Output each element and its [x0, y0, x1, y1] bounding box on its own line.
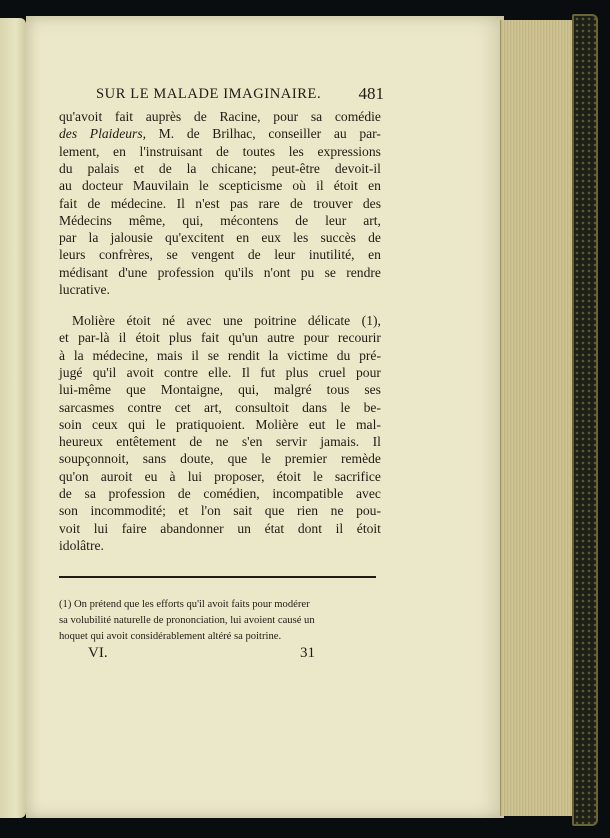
text-line: voit lui faire abandonner un état dont il étoit — [59, 520, 381, 536]
text-line: heureux entêtement de ne s'en servir jamais. Il — [59, 434, 381, 450]
text-line: du palais et de la chicane; peut-être devoit-il — [59, 160, 381, 176]
text-line: sarcasmes contre cet art, consultoit dans le be- — [59, 399, 381, 415]
running-title: SUR LE MALADE IMAGINAIRE. — [96, 86, 322, 102]
text-line: leurs confrères, se vengent de leur inutilité, en — [59, 247, 381, 263]
text-line: qu'on auroit eu à lui proposer, étoit le sacrifice — [59, 468, 381, 484]
text-line: qu'avoit fait auprès de Racine, pour sa comédie — [59, 109, 381, 124]
text-line: au docteur Mauvilain le scepticisme où il étoit en — [59, 178, 381, 194]
page-header — [92, 86, 384, 108]
footnote-line: hoquet qui avoit considérablement altéré sa poitrine. — [59, 631, 282, 642]
text-line: Médecins même, qui, mécontens de leur art, — [59, 212, 381, 228]
text-line: fait de médecine. Il n'est pas rare de trouver des — [59, 195, 381, 211]
book-cover-spine — [572, 14, 598, 826]
text-line: jugé qu'il avoit contre elle. Il fut plus cruel pour — [59, 364, 381, 380]
text-line: son incommodité; et l'on sait que rien ne pou- — [59, 503, 381, 519]
footnote-line: sa volubilité naturelle de prononciation, lui avoient causé un — [59, 615, 315, 626]
footnote-line: (1) On prétend que les efforts qu'il avoit faits pour modérer — [59, 599, 310, 610]
text-line: des Plaideurs, M. de Brilhac, conseiller au par- — [59, 126, 381, 142]
text-line: soupçonnoit, sans doute, que le premier remède — [59, 451, 381, 467]
page-number: 481 — [358, 84, 384, 103]
text-line: médisant d'une profession qu'ils n'ont pu se rendre — [59, 264, 381, 280]
text-line: de sa profession de comédien, incompatible avec — [59, 486, 381, 501]
text-line: idolâtre. — [59, 537, 104, 553]
signature-number: 31 — [300, 645, 315, 661]
text-line: lui-même que Montaigne, qui, malgré tous ses — [59, 382, 381, 398]
text-line: lement, en l'instruisant de toutes les expressions — [59, 143, 381, 159]
signature-mark: VI. — [88, 645, 108, 661]
footnote-rule — [59, 576, 376, 578]
page-block-edge — [500, 20, 575, 816]
text-line: à la médecine, mais il se rendit la victime du pré- — [59, 347, 381, 363]
facing-page-edge — [0, 18, 26, 818]
text-line: et par-là il étoit plus fait qu'un autre pour recourir — [59, 330, 381, 346]
text-line: Molière étoit né avec une poitrine délicate (1), — [72, 313, 381, 328]
text-line: soin ceux qui le pratiquoient. Molière eut le mal- — [59, 416, 381, 432]
text-line: lucrative. — [59, 282, 110, 297]
text-line: par la jalousie qu'excitent en eux les succès de — [59, 230, 381, 246]
